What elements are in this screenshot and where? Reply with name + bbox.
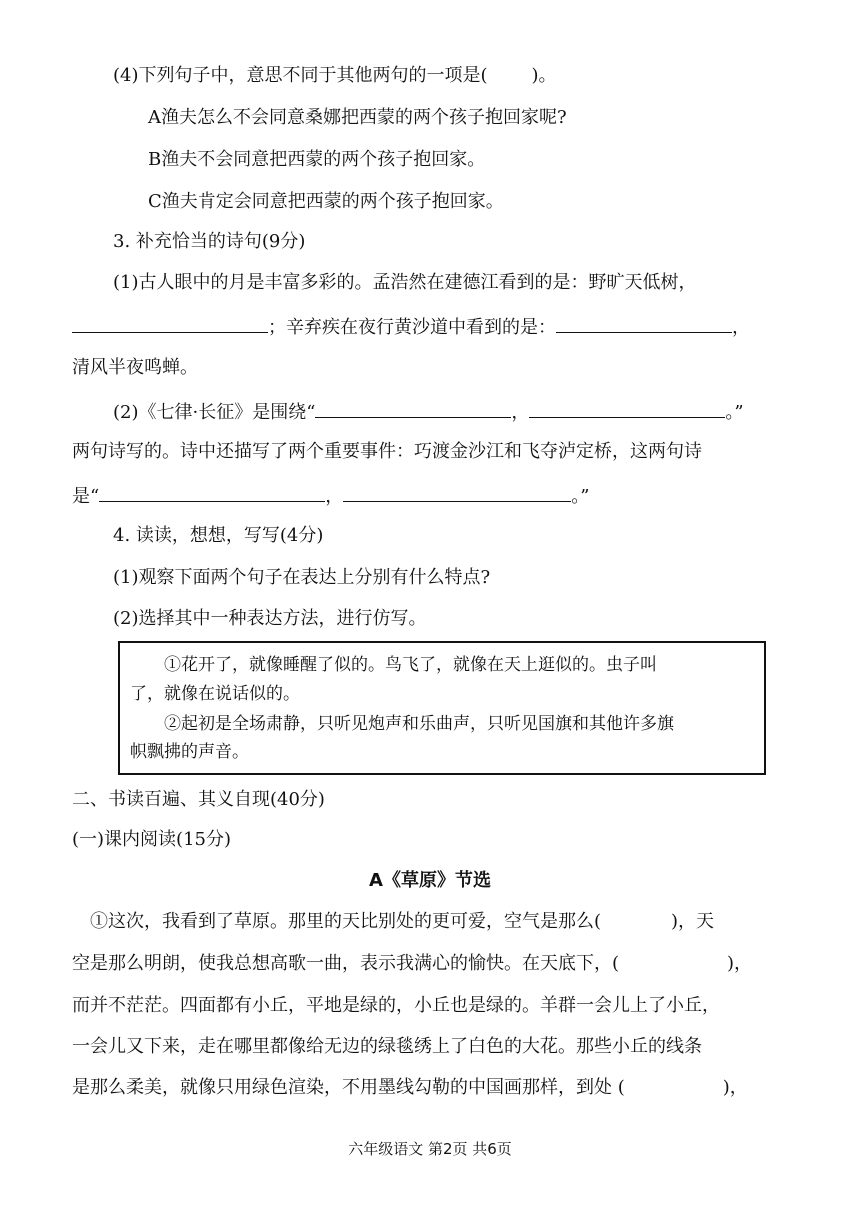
answer-blank[interactable] [343,483,571,502]
q4-sub2: (2)选择其中一种表达方法，进行仿写。 [113,608,427,629]
passage-line-5: 是那么柔美，就像只用绿色渲染，不用墨线勾勒的中国画那样，到处 ( )， [72,1077,748,1098]
option-a: A渔夫怎么不会同意桑娜把西蒙的两个孩子抱回家呢? [148,107,567,128]
option-b: B渔夫不会同意把西蒙的两个孩子抱回家。 [148,149,486,170]
answer-blank[interactable] [99,483,325,502]
box-line-4: 帜飘拂的声音。 [130,742,249,762]
q3-p1-line1: (1)古人眼中的月是丰富多彩的。孟浩然在建德江看到的是：野旷天低树， [113,272,697,293]
box-line-2: 了，就像在说话似的。 [130,684,300,704]
q3-p2-line2: 两句诗写的。诗中还描写了两个重要事件：巧渡金沙江和飞夺泸定桥，这两句诗 [72,441,702,462]
answer-blank[interactable] [529,399,725,418]
page-footer: 六年级语文 第2页 共6页 [348,1140,512,1158]
q4-title: 4. 读读，想想，写写(4分) [113,525,324,546]
answer-blank[interactable] [72,314,268,333]
q3-p2-line1: (2)《七律·长征》是围绕“ ， 。” [113,399,744,425]
section2-sub: (一)课内阅读(15分) [72,829,231,850]
section2-title: 二、书读百遍、其义自现(40分) [72,789,325,810]
box-line-3: ②起初是全场肃静，只听见炮声和乐曲声，只听见国旗和其他许多旗 [164,714,674,734]
answer-blank[interactable] [556,314,732,333]
passage-line-4: 一会儿又下来，走在哪里都像给无边的绿毯绣上了白色的大花。那些小丘的线条 [72,1036,702,1057]
example-box [118,641,766,775]
q4-sub1: (1)观察下面两个句子在表达上分别有什么特点? [113,567,491,588]
answer-blank[interactable] [315,399,511,418]
q3-p1-line3: 清风半夜鸣蝉。 [72,357,198,378]
q3-p2-line3: 是“ ， 。” [72,483,589,509]
q4-stem: (4)下列句子中，意思不同于其他两句的一项是( )。 [113,65,557,86]
passage-line-1: ①这次，我看到了草原。那里的天比别处的更可爱，空气是那么( )，天 [90,911,715,932]
passage-line-2: 空是那么明朗，使我总想高歌一曲，表示我满心的愉快。在天底下，( )， [72,953,753,974]
q3-p1-line2: ；辛弃疾在夜行黄沙道中看到的是： ， [72,314,750,340]
passage-line-3: 而并不茫茫。四面都有小丘，平地是绿的，小丘也是绿的。羊群一会儿上了小丘， [72,995,720,1016]
option-c: C渔夫肯定会同意把西蒙的两个孩子抱回家。 [148,191,504,212]
box-line-1: ①花开了，就像睡醒了似的。鸟飞了，就像在天上逛似的。虫子叫 [164,655,657,675]
passage-title: A《草原》节选 [369,870,491,891]
q3-title: 3. 补充恰当的诗句(9分) [113,231,306,252]
